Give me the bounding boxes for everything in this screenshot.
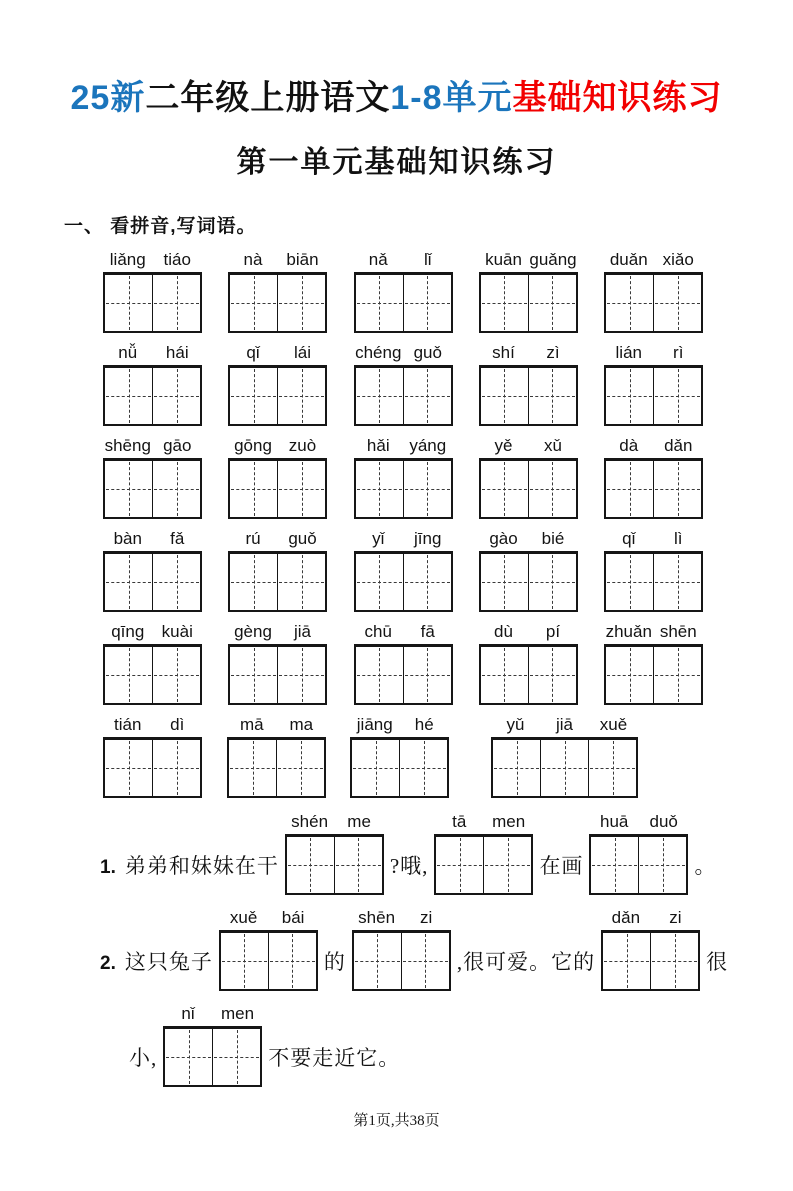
pinyin-word-row — [103, 343, 703, 426]
word-box-group — [479, 622, 578, 705]
pinyin-syllable: zi — [669, 908, 682, 927]
writing-cell[interactable] — [153, 740, 200, 796]
pinyin-labels — [103, 436, 202, 456]
pinyin-syllable: lì — [674, 529, 683, 548]
writing-cell[interactable] — [153, 461, 200, 517]
pinyin-syllable: guǒ — [288, 529, 317, 548]
pinyin-syllable: yǔ — [506, 715, 525, 734]
word-box-group — [354, 343, 453, 426]
writing-box — [227, 737, 326, 798]
pinyin-syllable: bié — [541, 529, 565, 548]
pinyin-labels — [103, 343, 202, 363]
pinyin-syllable: men — [492, 812, 526, 831]
section-heading: 一、 看拼音,写词语。 — [64, 216, 257, 237]
pinyin-word-row — [103, 529, 703, 612]
pinyin-labels — [219, 908, 318, 928]
writing-cell[interactable] — [481, 275, 529, 331]
pinyin-syllable: qǐ — [622, 529, 636, 548]
writing-cell[interactable] — [278, 275, 325, 331]
writing-box — [601, 930, 700, 991]
pinyin-syllable: lián — [615, 343, 642, 362]
writing-box — [103, 551, 202, 612]
writing-cell[interactable] — [404, 647, 451, 703]
writing-box — [604, 365, 703, 426]
sentence-text: 。 — [694, 854, 717, 878]
writing-box — [479, 365, 578, 426]
writing-cell[interactable] — [221, 933, 269, 989]
pinyin-syllable: shēn — [659, 622, 697, 641]
pinyin-syllable: xuě — [229, 908, 258, 927]
writing-cell[interactable] — [606, 368, 654, 424]
writing-cell[interactable] — [153, 368, 200, 424]
pinyin-labels — [163, 1004, 262, 1024]
pinyin-syllable: chéng — [355, 343, 402, 362]
writing-cell[interactable] — [278, 554, 325, 610]
writing-cell[interactable] — [402, 933, 449, 989]
pinyin-labels — [228, 436, 327, 456]
pinyin-syllable: qǐ — [246, 343, 260, 362]
sentence-number: 2. — [100, 953, 116, 974]
writing-cell[interactable] — [153, 647, 200, 703]
writing-cell[interactable] — [529, 647, 576, 703]
sentence-text: 不要走近它。 — [268, 1046, 401, 1070]
writing-cell[interactable] — [230, 461, 278, 517]
pinyin-syllable: nǚ — [118, 343, 138, 362]
document-page — [0, 70, 793, 1191]
word-box-group — [589, 812, 688, 895]
word-box-group — [479, 250, 578, 333]
writing-box — [103, 272, 202, 333]
pinyin-syllable: bái — [281, 908, 305, 927]
pinyin-syllable: dì — [170, 715, 185, 734]
word-box-group — [103, 250, 202, 333]
pinyin-syllable: huā — [600, 812, 629, 831]
pinyin-syllable: shēn — [358, 908, 396, 927]
sentence-text: 很 — [706, 950, 729, 974]
pinyin-syllable: dǎn — [664, 436, 693, 455]
pinyin-syllable: lǐ — [423, 250, 432, 269]
pinyin-syllable: shēng — [104, 436, 151, 455]
writing-box — [285, 834, 384, 895]
writing-box — [103, 365, 202, 426]
word-box-group — [352, 908, 451, 991]
writing-box — [219, 930, 318, 991]
pinyin-word-row — [103, 622, 703, 705]
word-box-group — [228, 529, 327, 612]
writing-cell[interactable] — [230, 554, 278, 610]
writing-cell[interactable] — [278, 461, 325, 517]
word-box-group — [601, 908, 700, 991]
writing-box — [354, 365, 453, 426]
pinyin-syllable: jiā — [293, 622, 311, 641]
sentence-text: 的 — [323, 950, 346, 974]
pinyin-syllable: lái — [293, 343, 311, 362]
pinyin-syllable: jīng — [414, 529, 442, 548]
writing-cell[interactable] — [654, 461, 701, 517]
pinyin-grid — [103, 250, 703, 798]
writing-cell[interactable] — [591, 837, 639, 893]
pinyin-labels — [228, 622, 327, 642]
writing-cell[interactable] — [269, 933, 316, 989]
writing-box — [479, 272, 578, 333]
writing-cell[interactable] — [603, 933, 651, 989]
writing-cell[interactable] — [287, 837, 335, 893]
word-box-group — [350, 715, 449, 798]
pinyin-syllable: dà — [619, 436, 639, 455]
sentence-text: ,很可爱。它的 — [456, 950, 596, 974]
pinyin-syllable: chū — [364, 622, 392, 641]
pinyin-labels — [589, 812, 688, 832]
writing-cell[interactable] — [356, 554, 404, 610]
writing-cell[interactable] — [105, 275, 153, 331]
pinyin-syllable: hǎi — [366, 436, 390, 455]
writing-cell[interactable] — [654, 647, 701, 703]
pinyin-syllable: gèng — [234, 622, 272, 641]
writing-cell[interactable] — [529, 368, 576, 424]
word-box-group — [227, 715, 326, 798]
writing-cell[interactable] — [165, 1029, 213, 1085]
word-box-group — [479, 343, 578, 426]
pinyin-labels — [601, 908, 700, 928]
pinyin-syllable: shí — [492, 343, 515, 362]
word-box-group — [219, 908, 318, 991]
pinyin-syllable: hái — [165, 343, 189, 362]
writing-box — [604, 458, 703, 519]
writing-box — [589, 834, 688, 895]
pinyin-labels — [354, 622, 453, 642]
writing-box — [352, 930, 451, 991]
sentence-line-2 — [100, 908, 793, 991]
writing-cell[interactable] — [354, 933, 402, 989]
writing-cell[interactable] — [651, 933, 698, 989]
writing-box — [103, 458, 202, 519]
writing-cell[interactable] — [654, 368, 701, 424]
writing-cell[interactable] — [481, 647, 529, 703]
writing-box — [228, 644, 327, 705]
writing-cell[interactable] — [230, 275, 278, 331]
writing-box — [604, 272, 703, 333]
writing-cell[interactable] — [277, 740, 324, 796]
writing-cell[interactable] — [404, 275, 451, 331]
writing-box — [350, 737, 449, 798]
pinyin-syllable: shén — [291, 812, 329, 831]
pinyin-syllable: nǎ — [368, 250, 388, 269]
sentence-number: 1. — [100, 857, 116, 878]
pinyin-syllable: gào — [489, 529, 518, 548]
writing-cell[interactable] — [356, 275, 404, 331]
unit-subtitle: 第一单元基础知识练习 — [236, 146, 557, 179]
writing-cell[interactable] — [654, 275, 701, 331]
pinyin-syllable: guǒ — [413, 343, 442, 362]
pinyin-syllable: zi — [419, 908, 433, 927]
pinyin-labels — [103, 250, 202, 270]
word-box-group — [604, 622, 703, 705]
writing-cell[interactable] — [105, 368, 153, 424]
pinyin-labels — [479, 250, 578, 270]
writing-cell[interactable] — [481, 368, 529, 424]
writing-cell[interactable] — [278, 368, 325, 424]
pinyin-syllable: kuān — [485, 250, 522, 269]
word-box-group — [103, 343, 202, 426]
pinyin-syllable: gōng — [234, 436, 272, 455]
title-segment-3: 基础知识练习 — [512, 79, 723, 117]
pinyin-labels — [352, 908, 451, 928]
word-box-group — [228, 343, 327, 426]
sentence-line-1 — [100, 812, 793, 895]
word-box-group — [354, 250, 453, 333]
sentence-text: 弟弟和妹妹在干 — [124, 854, 279, 878]
word-box-group — [604, 250, 703, 333]
writing-box — [228, 272, 327, 333]
pinyin-syllable: ma — [289, 715, 314, 734]
writing-cell[interactable] — [606, 461, 654, 517]
writing-cell[interactable] — [105, 554, 153, 610]
writing-cell[interactable] — [153, 554, 200, 610]
pinyin-labels — [227, 715, 326, 735]
sentence-text: 小, — [129, 1046, 158, 1070]
writing-cell[interactable] — [105, 740, 153, 796]
pinyin-labels — [479, 529, 578, 549]
writing-cell[interactable] — [213, 1029, 260, 1085]
writing-box — [479, 551, 578, 612]
pinyin-syllable: pí — [545, 622, 561, 641]
pinyin-syllable: me — [347, 812, 371, 831]
sentence-text: 这只兔子 — [124, 950, 213, 974]
word-box-group — [491, 715, 638, 798]
word-box-group — [228, 436, 327, 519]
writing-cell[interactable] — [153, 275, 200, 331]
writing-box — [354, 458, 453, 519]
word-box-group — [103, 622, 202, 705]
writing-cell[interactable] — [484, 837, 531, 893]
pinyin-syllable: gāo — [163, 436, 192, 455]
writing-cell[interactable] — [481, 554, 529, 610]
writing-box — [354, 644, 453, 705]
pinyin-syllable: mā — [239, 715, 264, 734]
writing-box — [479, 458, 578, 519]
pinyin-syllable: nà — [243, 250, 263, 269]
pinyin-syllable: tiáo — [163, 250, 191, 269]
pinyin-word-row — [103, 436, 703, 519]
writing-cell[interactable] — [356, 647, 404, 703]
pinyin-labels — [103, 529, 202, 549]
pinyin-labels — [228, 250, 327, 270]
writing-cell[interactable] — [404, 368, 451, 424]
pinyin-labels — [434, 812, 533, 832]
pinyin-syllable: fā — [420, 622, 435, 641]
word-box-group — [354, 529, 453, 612]
pinyin-labels — [228, 343, 327, 363]
writing-box — [103, 737, 202, 798]
writing-cell[interactable] — [639, 837, 686, 893]
writing-cell[interactable] — [606, 647, 654, 703]
pinyin-labels — [491, 715, 638, 735]
writing-cell[interactable] — [229, 740, 277, 796]
writing-cell[interactable] — [493, 740, 541, 796]
fill-in-sentences — [100, 812, 793, 1087]
pinyin-labels — [604, 436, 703, 456]
word-box-group — [604, 436, 703, 519]
title-segment-0: 25新 — [70, 79, 146, 117]
pinyin-labels — [604, 343, 703, 363]
writing-box — [103, 644, 202, 705]
pinyin-syllable: dǎn — [611, 908, 641, 927]
pinyin-syllable: yǐ — [372, 529, 385, 548]
writing-cell[interactable] — [589, 740, 636, 796]
word-box-group — [163, 1004, 262, 1087]
word-box-group — [354, 622, 453, 705]
writing-cell[interactable] — [278, 647, 325, 703]
pinyin-labels — [479, 436, 578, 456]
pinyin-syllable: jiā — [555, 715, 573, 734]
writing-cell[interactable] — [352, 740, 400, 796]
word-box-group — [354, 436, 453, 519]
writing-cell[interactable] — [105, 461, 153, 517]
pinyin-syllable: zì — [546, 343, 560, 362]
writing-box — [491, 737, 638, 798]
pinyin-syllable: xuě — [599, 715, 628, 734]
pinyin-syllable: biān — [286, 250, 319, 269]
word-box-group — [228, 622, 327, 705]
writing-cell[interactable] — [481, 461, 529, 517]
pinyin-syllable: xiǎo — [662, 250, 694, 269]
pinyin-syllable: bàn — [113, 529, 142, 548]
writing-cell[interactable] — [230, 647, 278, 703]
word-box-group — [103, 436, 202, 519]
pinyin-syllable: tā — [452, 812, 467, 831]
pinyin-syllable: kuài — [161, 622, 193, 641]
writing-box — [354, 272, 453, 333]
pinyin-syllable: xǔ — [544, 436, 562, 455]
writing-cell[interactable] — [230, 368, 278, 424]
sentence-line-3 — [125, 1004, 793, 1087]
pinyin-labels — [350, 715, 449, 735]
pinyin-syllable: guǎng — [529, 250, 577, 269]
pinyin-labels — [103, 715, 202, 735]
writing-cell[interactable] — [654, 554, 701, 610]
pinyin-syllable: yě — [494, 436, 513, 455]
pinyin-syllable: men — [220, 1004, 255, 1023]
writing-cell[interactable] — [335, 837, 382, 893]
pinyin-labels — [479, 343, 578, 363]
writing-cell[interactable] — [105, 647, 153, 703]
writing-box — [434, 834, 533, 895]
writing-box — [604, 551, 703, 612]
word-box-group — [479, 529, 578, 612]
writing-cell[interactable] — [400, 740, 447, 796]
writing-cell[interactable] — [529, 461, 576, 517]
pinyin-labels — [604, 622, 703, 642]
page-number: 第1页,共38页 — [353, 1113, 440, 1129]
writing-cell[interactable] — [404, 554, 451, 610]
pinyin-syllable: fǎ — [170, 529, 185, 548]
word-box-group — [604, 529, 703, 612]
sentence-text: ?哦, — [389, 854, 429, 878]
pinyin-syllable: tián — [114, 715, 142, 734]
pinyin-word-row — [103, 715, 703, 798]
writing-cell[interactable] — [541, 740, 589, 796]
title-segment-2: 1-8单元 — [390, 79, 513, 117]
word-box-group — [103, 529, 202, 612]
pinyin-syllable: zhuǎn — [605, 622, 652, 641]
writing-box — [163, 1026, 262, 1087]
writing-box — [228, 365, 327, 426]
pinyin-syllable: hé — [414, 715, 434, 734]
pinyin-syllable: yáng — [409, 436, 447, 455]
pinyin-word-row — [103, 250, 703, 333]
writing-cell[interactable] — [404, 461, 451, 517]
pinyin-labels — [354, 436, 453, 456]
pinyin-syllable: duǒ — [649, 812, 678, 831]
pinyin-labels — [479, 622, 578, 642]
pinyin-syllable: rì — [673, 343, 684, 362]
worksheet-page — [0, 70, 793, 1191]
title-segment-1: 二年级上册语文 — [145, 79, 391, 117]
pinyin-syllable: qīng — [111, 622, 145, 641]
pinyin-labels — [228, 529, 327, 549]
pinyin-syllable: jiāng — [356, 715, 393, 734]
pinyin-labels — [285, 812, 384, 832]
writing-cell[interactable] — [529, 275, 576, 331]
pinyin-syllable: dù — [494, 622, 513, 641]
word-box-group — [285, 812, 384, 895]
word-box-group — [228, 250, 327, 333]
writing-cell[interactable] — [436, 837, 484, 893]
writing-box — [228, 551, 327, 612]
writing-box — [604, 644, 703, 705]
pinyin-labels — [604, 529, 703, 549]
pinyin-labels — [604, 250, 703, 270]
word-box-group — [604, 343, 703, 426]
writing-cell[interactable] — [606, 275, 654, 331]
writing-cell[interactable] — [356, 461, 404, 517]
word-box-group — [434, 812, 533, 895]
pinyin-syllable: rú — [245, 529, 261, 548]
word-box-group — [479, 436, 578, 519]
writing-cell[interactable] — [606, 554, 654, 610]
word-box-group — [103, 715, 202, 798]
writing-cell[interactable] — [529, 554, 576, 610]
writing-box — [228, 458, 327, 519]
pinyin-syllable: zuò — [288, 436, 317, 455]
pinyin-labels — [103, 622, 202, 642]
sentence-text: 在画 — [539, 854, 584, 878]
pinyin-syllable: duǎn — [609, 250, 648, 269]
writing-box — [354, 551, 453, 612]
page-title — [0, 70, 793, 119]
pinyin-syllable: nǐ — [181, 1004, 195, 1023]
pinyin-labels — [354, 250, 453, 270]
pinyin-labels — [354, 529, 453, 549]
writing-box — [479, 644, 578, 705]
writing-cell[interactable] — [356, 368, 404, 424]
pinyin-labels — [354, 343, 453, 363]
pinyin-syllable: liǎng — [109, 250, 146, 269]
